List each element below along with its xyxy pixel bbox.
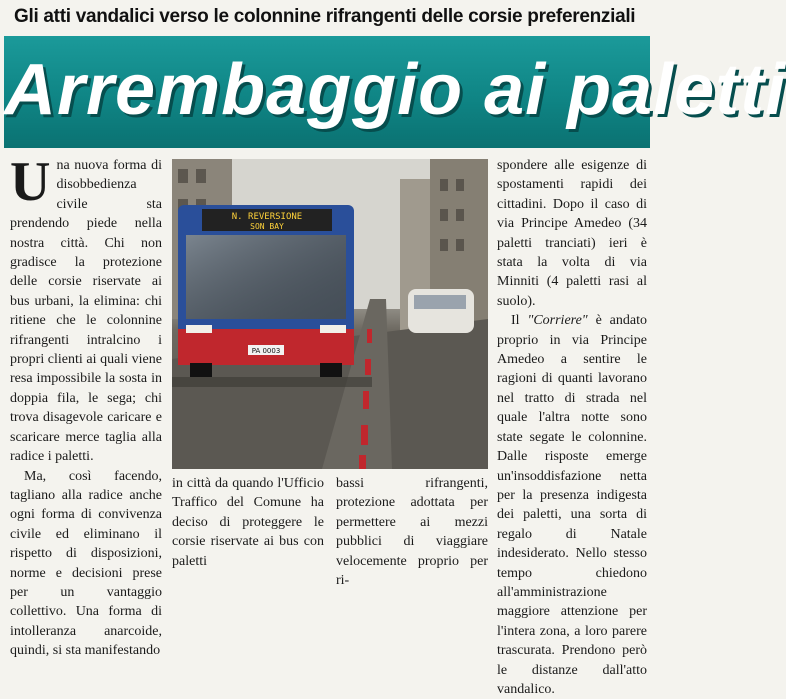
bus-destination-sign: N. REVERSIONE [231,212,303,222]
paragraph-text: è andato proprio in via Principe Amedeo a sentire le ragioni di quanti lavorano nel tratto di strada nel quale l'altra notte sono state segate le colonnine. Dalle risposte emerge un'insoddisfazione netta per la presenza indigesta dei paletti, una sorta di regalo di Natale indesiderato. Nello stesso tempo chiedono all'amministrazione maggiore attenzione per l'intera zona, a loro parere trascurata. Prendono però le distanze dall'atto vandalico. [497,313,647,697]
article-column-3: bassi rifrangenti, protezione adottata per permettere ai mezzi pubblici di viaggiare velocemente proprio per ri- [336,476,488,589]
kicker-headline: Gli atti vandalici verso le colonnine rifrangenti delle corsie preferenziali [0,0,652,34]
paragraph [497,311,647,699]
paragraph: spondere alle esigenze di spostamenti rapidi dei cittadini. Dopo il caso di via Principe Amedeo (34 paletti tranciati) ieri è stata la volta di via Minniti (4 paletti rasi al suolo). [497,158,647,309]
bus-destination-sign-2: SON BAY [250,222,284,231]
paragraph-text: na nuova forma di disobbedienza civile sta prendendo piede nella nostra città. Chi non gradisce la protezione delle corsie riservate ai bus urbani, la elimina: chi ritiene che le colonnine rifrangenti intralcino i propri clienti ai quali viene resa impossibile la sosta in doppia fila, le sega; chi trova disagevole caricare e scaricare merce taglia alla radice i paletti. [10,158,162,465]
paragraph-text: Il [511,313,528,329]
paragraph: Ma, così facendo, tagliano alla radice anche ogni forma di convivenza civile ed eliminano il rispetto di disposizioni, norme e decisioni prese per un vantaggio collettivo. Una forma di intolleranza anarcoide, quindi, si sta manifestando [10,468,162,659]
news-photo-bus [172,159,488,469]
paragraph [10,151,162,467]
headline-banner [4,36,786,148]
article-column-2: in città da quando l'Ufficio Traffico del Comune ha deciso di proteggere le corsie riservate ai bus con paletti [172,476,324,569]
main-headline: Arrembaggio ai paletti [4,50,786,130]
newspaper-name: "Corriere" [527,313,588,329]
drop-cap: U [10,151,51,213]
bus-license-plate: PA 0003 [251,347,281,355]
article-column-1 [10,151,162,661]
article-column-4 [497,156,647,699]
